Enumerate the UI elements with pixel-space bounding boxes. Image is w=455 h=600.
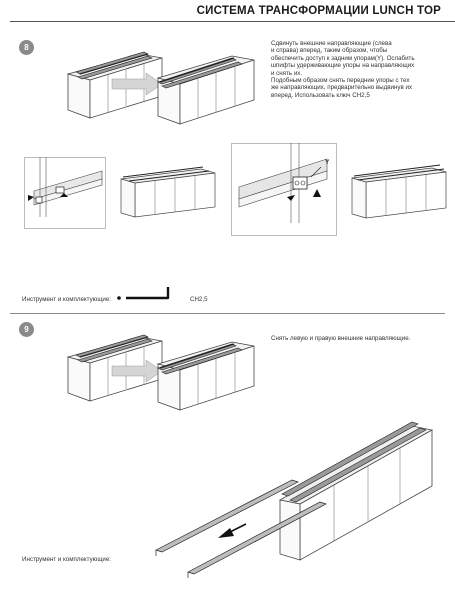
hex-key-icon (116, 285, 178, 305)
step-9-badge: 9 (19, 322, 34, 337)
step-8-cabinet-rails-view (117, 163, 217, 223)
step-9-tools-label: Инструмент и комплектующие: (22, 556, 112, 563)
step-8-rail-stop-detail-right (231, 143, 335, 234)
page-title: СИСТЕМА ТРАНСФОРМАЦИИ LUNCH TOP (196, 5, 441, 17)
step-8-cabinet-rails-removed-view (348, 162, 448, 224)
step-9-instruction: Снять левую и правую внешние направляющие. (271, 335, 411, 342)
step-9-rail-removal-illustration (150, 404, 440, 584)
step-8-cabinet-after-illustration (152, 44, 262, 134)
step-8-instruction: Сдвинуть внешние направляющие (слева и справа) вперед, таким образом, чтобы обеспечить доступ к задним упорам(Y). Ослабить шпифты удерживающие упоры на направляющих и снять их. Подобным образом снять передние упоры с тех же направляющих, предварительно выдвинув их вперед. Использовать ключ CH2,5 (271, 40, 415, 99)
step-8-badge: 8 (19, 40, 34, 55)
step-8-tools-label: Инструмент и комплектующие: (22, 296, 112, 303)
section-divider (10, 313, 445, 314)
header-divider (10, 21, 455, 22)
step-8-callout-y: Y (325, 159, 330, 166)
step-8-tool-name: CH2,5 (190, 296, 208, 303)
step-8-rail-stop-detail-left (24, 157, 104, 227)
